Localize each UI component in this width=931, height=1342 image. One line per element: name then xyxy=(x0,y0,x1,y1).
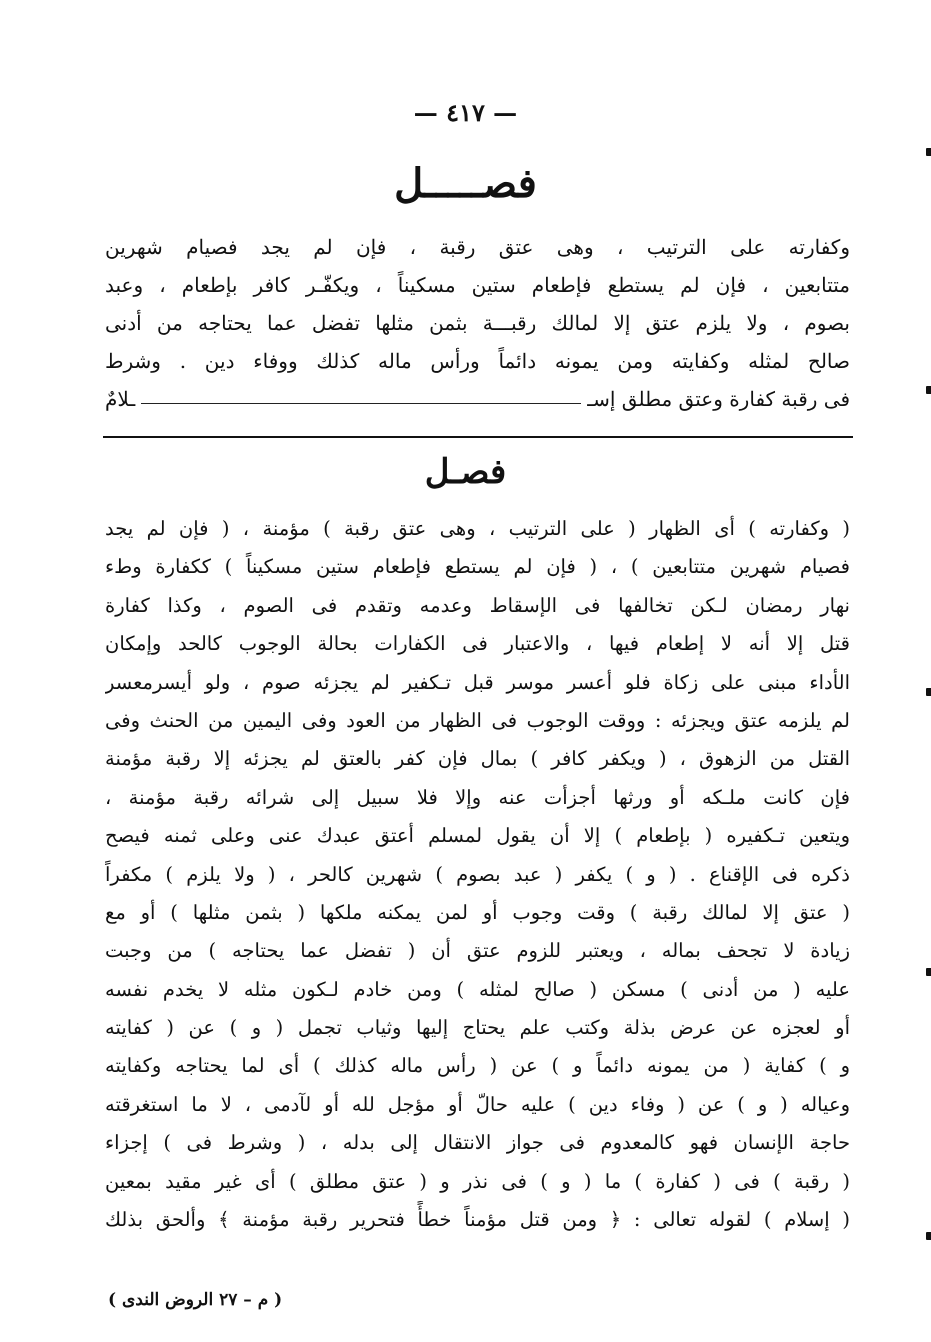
section-divider xyxy=(103,436,853,438)
sharh-line: ذكره فى الإقناع . ( و ) يكفر ( عبد بصوم ) شهرين كالحر ، ( ولا يلزم ) مكفراً xyxy=(105,862,850,886)
matn-line: بصوم ، ولا يلزم عتق إلا لمالك رقبـــة بثمن مثلها تفضل عما يحتاجه من أدنى xyxy=(105,311,850,335)
sharh-text-block xyxy=(105,510,850,1239)
sharh-line: ( رقبة ) فى ( كفارة ) ما ( و ) فى نذر و ( عتق مطلق ) أى غير مقيد بمعين xyxy=(105,1169,850,1193)
tatweel-dash xyxy=(141,403,581,404)
sharh-line: الأداء مبنى على زكاة فلو أعسر موسر قبل تـكفير لم يجزئه صوم ، ولو أيسرمعسر xyxy=(105,670,850,694)
sharh-line: زيادة لا تجحف بماله ، ويعتبر للزوم عتق أن ( تفضل عما يحتاجه ) من وجبت xyxy=(105,939,850,963)
matn-line: صالح لمثله وكفايته ومن يمونه دائماً ورأس ماله كذلك ووفاء دين . وشرط xyxy=(105,349,850,373)
matn-last-line-start: فى رقبة كفارة وعتق مطلق إسـ xyxy=(587,387,850,411)
matn-text-block xyxy=(105,228,850,418)
sharh-heading: فصـل xyxy=(424,452,507,492)
sharh-line: لم يلزمه عتق ويجزئه : ووقت الوجوب فى الظهار من العود وفى اليمين من الحنث وفى xyxy=(105,708,850,732)
sharh-line: وعياله ( و ) عن ( وفاء دين ) عليه حالّ أو مؤجل لله أو لآدمى ، لا ما استغرقته xyxy=(105,1092,850,1116)
sharh-line: أو لعجزه عن عرض بذلة وكتب علم يحتاج إليها وثياب تجمل ( و ) عن ( كفايته xyxy=(105,1016,850,1040)
page-number: — ٤١٧ — xyxy=(413,98,518,127)
sharh-line: فصيام شهرين متتابعين ) ، ( فإن لم يستطع فإطعام ستين مسكيناً ) ككفارة وطء xyxy=(105,555,850,579)
margin-mark xyxy=(926,386,931,394)
sharh-line: القتل من الزهوق ، ( ويكفر كافر ) بمال فإن كفر بالعتق لم يجزئه إلا رقبة مؤمنة xyxy=(105,747,850,771)
sharh-line: فإن كانت ملـكه أو ورثها أجزأت عنه وإلا فلا سبيل إلى شرائه رقبة مؤمنة ، xyxy=(105,785,850,809)
sharh-line: ويتعين تـكفيره ( بإطعام ) إلا أن يقول لمسلم أعتق عبدك عنى وعلى ثمنه فيصح xyxy=(105,824,850,848)
matn-last-line xyxy=(105,380,850,418)
sharh-line: نهار رمضان لـكن تخالفها فى الإسقاط وعدمه وتقدم فى الصوم ، وكذا كفارة xyxy=(105,593,850,617)
sharh-line: ( إسلام ) لقوله تعالى : ﴿ ومن قتل مؤمناً خطأً فتحرير رقبة مؤمنة ﴾ وألحق بذلك xyxy=(105,1208,850,1232)
margin-mark xyxy=(926,148,931,156)
matn-line: متتابعين ، فإن لم يستطع فإطعام ستين مسكيناً ، ويكفّـر كافر بإطعام ، وعبد xyxy=(105,273,850,297)
margin-mark xyxy=(926,688,931,696)
sharh-line: ( وكفارته ) أى الظهار ( على الترتيب ، وهى عتق رقبة ) مؤمنة ، ( فإن لم يجد xyxy=(105,517,850,540)
footer-signature: ( م – ٢٧ الروض الندى ) xyxy=(108,1290,283,1310)
matn-heading: فصـــــل xyxy=(394,160,537,207)
margin-mark xyxy=(926,968,931,976)
matn-line: وكفارته على الترتيب ، وهى عتق رقبة ، فإن لم يجد فصيام شهرين xyxy=(105,235,850,259)
sharh-line: و ) كفاية ( من يمونه دائماً و ) عن ( رأس ماله كذلك ) أى لما يحتاجه وكفايته xyxy=(105,1054,850,1078)
sharh-line: ( عتق إلا لمالك رقبة ) وقت وجوب أو لمن يمكنه ملكها ( بثمن مثلها ) أو مع xyxy=(105,900,850,924)
sharh-line: حاجة الإنسان فهو كالمعدوم فى جواز الانتقال إلى بدله ، ( وشرط فى ) إجزاء xyxy=(105,1131,850,1155)
sharh-line: عليه ( من أدنى ) مسكن ( صالح لمثله ) ومن خادم لـكون مثله لا يخدم نفسه xyxy=(105,977,850,1001)
margin-mark xyxy=(926,1232,931,1240)
sharh-line: قتل إلا أنه لا إطعام فيها ، والاعتبار فى الكفارات بحالة الوجوب كالحد وإمكان xyxy=(105,632,850,656)
matn-last-line-end: ـلامٌ xyxy=(105,387,136,411)
